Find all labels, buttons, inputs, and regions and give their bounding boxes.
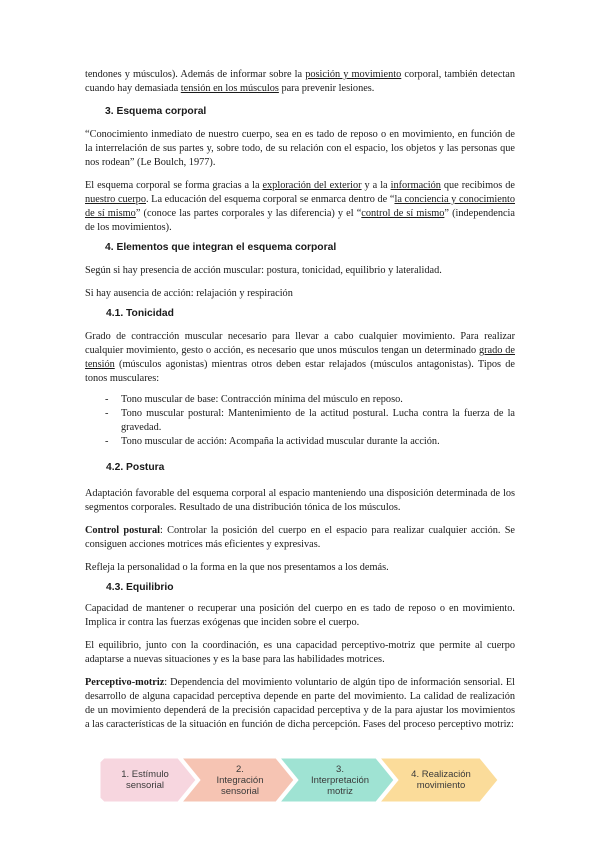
section-4-1-paragraph <box>85 330 515 386</box>
step-text: sensorial <box>220 785 259 797</box>
document-page <box>85 68 515 732</box>
list-item-text: Tono muscular postural: Mantenimiento de la actitud postural. Lucha contra la fuerza de la gravedad. <box>121 408 515 433</box>
step-4-label <box>394 757 488 803</box>
bold-term: Control postural <box>85 525 160 536</box>
section-4-paragraph-2: Si hay ausencia de acción: relajación y respiración <box>85 288 293 299</box>
step-3-label <box>294 757 386 803</box>
text-run: para prevenir lesiones. <box>278 83 375 94</box>
list-item-text: Tono muscular de base: Contracción mínima del músculo en reposo. <box>121 394 403 405</box>
list-dash: - <box>105 408 109 419</box>
text-run: El esquema corporal se forma gracias a la <box>85 180 263 191</box>
text-run: ” (independencia de los movimientos). <box>85 208 515 233</box>
underlined-term: exploración del exterior <box>262 180 362 191</box>
text-run: ” (conoce las partes corporales y las diferencia) y el “ <box>135 208 362 219</box>
section-3-paragraph <box>85 179 515 235</box>
intro-paragraph <box>85 68 515 96</box>
tone-types-list <box>85 393 515 449</box>
list-dash: - <box>105 394 109 405</box>
step-text: 3. <box>336 763 344 775</box>
list-item <box>85 407 515 435</box>
section-4-paragraph-1: Según si hay presencia de acción muscular: postura, tonicidad, equilibrio y lateralidad. <box>85 265 442 276</box>
section-4-3-paragraph-3 <box>85 676 515 732</box>
perceptive-motor-process-diagram <box>100 757 500 803</box>
text-run: tendones y músculos). Además de informar sobre la <box>85 69 306 80</box>
section-4-3-paragraph-1: Capacidad de mantener o recuperar una posición del cuerpo en es tado de reposo o en movimiento. Implica ir contra las fuerzas exógenas que inciden sobre el cuerpo. <box>85 603 515 628</box>
section-4-3-paragraph-2: El equilibrio, junto con la coordinación, es una capacidad perceptivo-motriz que permite al cuerpo adaptarse a nuevas situaciones y es la base para las habilidades motrices. <box>85 640 515 665</box>
underlined-term: tensión en los músculos <box>180 83 279 94</box>
bold-term: Perceptivo-motriz <box>85 677 165 688</box>
step-text: 4. Realización <box>411 769 471 780</box>
section-3-heading: 3. Esquema corporal <box>105 106 207 117</box>
step-text: motriz <box>327 785 353 797</box>
list-item <box>85 435 515 449</box>
text-run: Grado de contracción muscular necesario para llevar a cabo cualquier movimiento. Para realizar cualquier movimiento, gesto o acción, es necesario que unos músculos tengan un determinado <box>85 331 515 356</box>
text-run: corporal, también detectan cuando hay demasiada <box>85 69 515 94</box>
step-text: Integración <box>216 774 264 786</box>
underlined-term: la conciencia y conocimiento de sí mismo <box>85 194 516 219</box>
section-4-heading: 4. Elementos que integran el esquema corporal <box>105 242 337 253</box>
step-text: movimiento <box>416 780 466 791</box>
list-dash: - <box>105 436 109 447</box>
step-2-label <box>196 757 284 803</box>
section-4-2-heading: 4.2. Postura <box>106 462 165 473</box>
text-run: : Controlar la posición del cuerpo en el espacio para realizar cualquier acción. Se consiguen acciones motrices más eficientes y expresivas. <box>85 525 516 550</box>
text-run: y a la <box>361 180 391 191</box>
text-run: : Dependencia del movimiento voluntario de algún tipo de información sensorial. El desarrollo de alguna capacidad perceptiva depende en parte del movimiento. La calidad de realización de un movimiento dependerá de la precisión capacidad perceptiva y de la para ajustar los movimientos a las características de la situación en función de dicha percepción. Fases del proceso perceptivo motriz: <box>85 677 515 730</box>
text-run: que recibimos de <box>440 180 515 191</box>
step-text: 1. Estímulo <box>121 769 169 780</box>
underlined-term: posición y movimiento <box>305 69 402 80</box>
step-text: Interpretación <box>310 774 370 786</box>
list-item <box>85 393 515 407</box>
step-text: sensorial <box>125 780 165 791</box>
step-text: 2. <box>236 763 244 775</box>
section-4-2-paragraph-3: Refleja la personalidad o la forma en la que nos presentamos a los demás. <box>85 562 389 573</box>
section-4-3-heading: 4.3. Equilibrio <box>106 582 174 593</box>
text-run: . La educación del esquema corporal se enmarca dentro de “ <box>145 194 395 205</box>
step-1-label <box>102 757 188 803</box>
underlined-term: información <box>390 180 441 191</box>
list-item-text: Tono muscular de acción: Acompaña la actividad muscular durante la acción. <box>121 436 440 447</box>
text-run: (músculos agonistas) mientras otros deben estar relajados (músculos antagonistas). Tipos de tonos musculares: <box>85 359 515 384</box>
underlined-term: nuestro cuerpo <box>85 194 146 205</box>
section-4-1-heading: 4.1. Tonicidad <box>106 308 174 319</box>
section-4-2-paragraph-2 <box>85 524 515 552</box>
underlined-term: control de sí mismo <box>361 208 445 219</box>
section-4-2-paragraph-1: Adaptación favorable del esquema corporal al espacio manteniendo una disposición determinada de los segmentos corporales. Resultado de una distribución tónica de los músculos. <box>85 488 515 513</box>
section-3-quote: “Conocimiento inmediato de nuestro cuerpo, sea en es tado de reposo o en movimiento, en función de la interrelación de sus partes y, sobre todo, de su relación con el espacio, los objetos y las personas que nos rodean” (Le Boulch, 1977). <box>85 129 515 168</box>
underlined-term: grado de tensión <box>85 345 515 370</box>
